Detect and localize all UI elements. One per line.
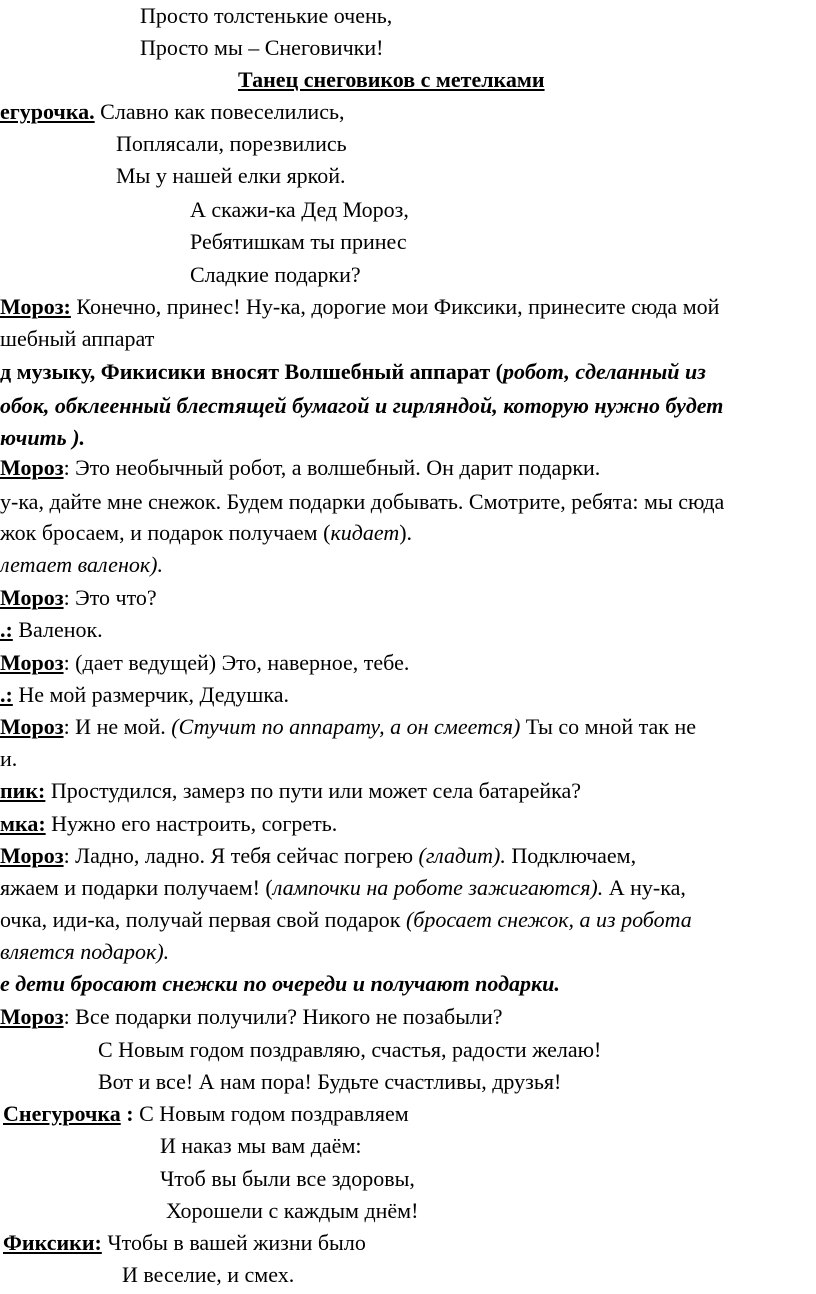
stage-direction: ючить ). [0,425,86,450]
dialogue-line: Мороз: (дает ведущей) Это, наверное, тебе. [0,650,410,675]
poem-line: Поплясали, порезвились [116,131,347,156]
dialogue-line: .: Валенок. [0,617,103,642]
stage-direction: летает валенок). [0,552,163,577]
text-line: и. [0,746,18,771]
stage-direction: е дети бросают снежки по очереди и получают подарки. [0,971,560,996]
speaker-name: пик: [0,778,46,803]
dialogue-line: Мороз: Все подарки получили? Никого не позабыли? [0,1004,503,1029]
dialogue-line: Мороз: И не мой. (Стучит по аппарату, а он смеется) Ты со мной так не [0,714,697,739]
text-line: яжаем и подарки получаем! (лампочки на роботе зажигаются). А ну-ка, [0,875,686,900]
section-heading: Танец снеговиков с метелками [238,67,545,92]
poem-line: Хорошели с каждым днём! [166,1198,419,1223]
dialogue-line: егурочка. Славно как повеселились, [0,99,345,124]
stage-direction: вляется подарок). [0,939,170,964]
poem-line: И веселие, и смех. [122,1262,295,1287]
speaker-name: Мороз [0,455,64,480]
speaker-name: .: [0,617,13,642]
speaker-name: Мороз: [0,294,71,319]
dialogue-line: Мороз: Конечно, принес! Ну-ка, дорогие мои Фиксики, принесите сюда мой [0,294,720,319]
poem-line: Просто мы – Снеговички! [140,35,384,60]
speaker-name: егурочка. [0,99,95,124]
poem-line: А скажи-ка Дед Мороз, [190,197,409,222]
dialogue-line: Мороз: Это что? [0,585,157,610]
dialogue-line: Снегурочка : С Новым годом поздравляем [3,1101,409,1126]
poem-line: И наказ мы вам даём: [160,1133,362,1158]
speaker-name: Мороз [0,650,64,675]
stage-direction: д музыку, Фикисики вносят Волшебный аппарат (робот, сделанный из [0,359,706,384]
poem-line: Просто толстенькие очень, [140,3,393,28]
speaker-name: Мороз [0,843,64,868]
poem-line: Мы у нашей елки яркой. [116,163,346,188]
speaker-name: Мороз [0,585,64,610]
dialogue-line: .: Не мой размерчик, Дедушка. [0,682,289,707]
speaker-name: .: [0,682,13,707]
dialogue-line: мка: Нужно его настроить, согреть. [0,811,338,836]
text-line: жок бросаем, и подарок получаем (кидает). [0,520,413,545]
text-line: шебный аппарат [0,326,155,351]
dialogue-line: Мороз: Ладно, ладно. Я тебя сейчас погрею (гладит). Подключаем, [0,843,637,868]
speaker-name: Снегурочка [3,1101,121,1126]
poem-line: С Новым годом поздравляю, счастья, радости желаю! [98,1037,602,1062]
text-line: у-ка, дайте мне снежок. Будем подарки добывать. Смотрите, ребята: мы сюда [0,489,725,514]
speaker-name: Фиксики: [3,1230,102,1255]
text-line: очка, иди-ка, получай первая свой подарок (бросает снежок, а из робота [0,907,692,932]
speaker-name: Мороз [0,714,64,739]
speaker-name: мка: [0,811,46,836]
poem-line: Вот и все! А нам пора! Будьте счастливы, друзья! [98,1069,562,1094]
dialogue-line: Фиксики: Чтобы в вашей жизни было [3,1230,366,1255]
poem-line: Ребятишкам ты принес [190,229,407,254]
poem-line: Сладкие подарки? [190,262,361,287]
dialogue-line: пик: Простудился, замерз по пути или может села батарейка? [0,778,582,803]
dialogue-line: Мороз: Это необычный робот, а волшебный. Он дарит подарки. [0,455,601,480]
stage-direction: обок, обклеенный блестящей бумагой и гирляндой, которую нужно будет [0,393,724,418]
poem-line: Чтоб вы были все здоровы, [160,1166,415,1191]
speaker-name: Мороз [0,1004,64,1029]
